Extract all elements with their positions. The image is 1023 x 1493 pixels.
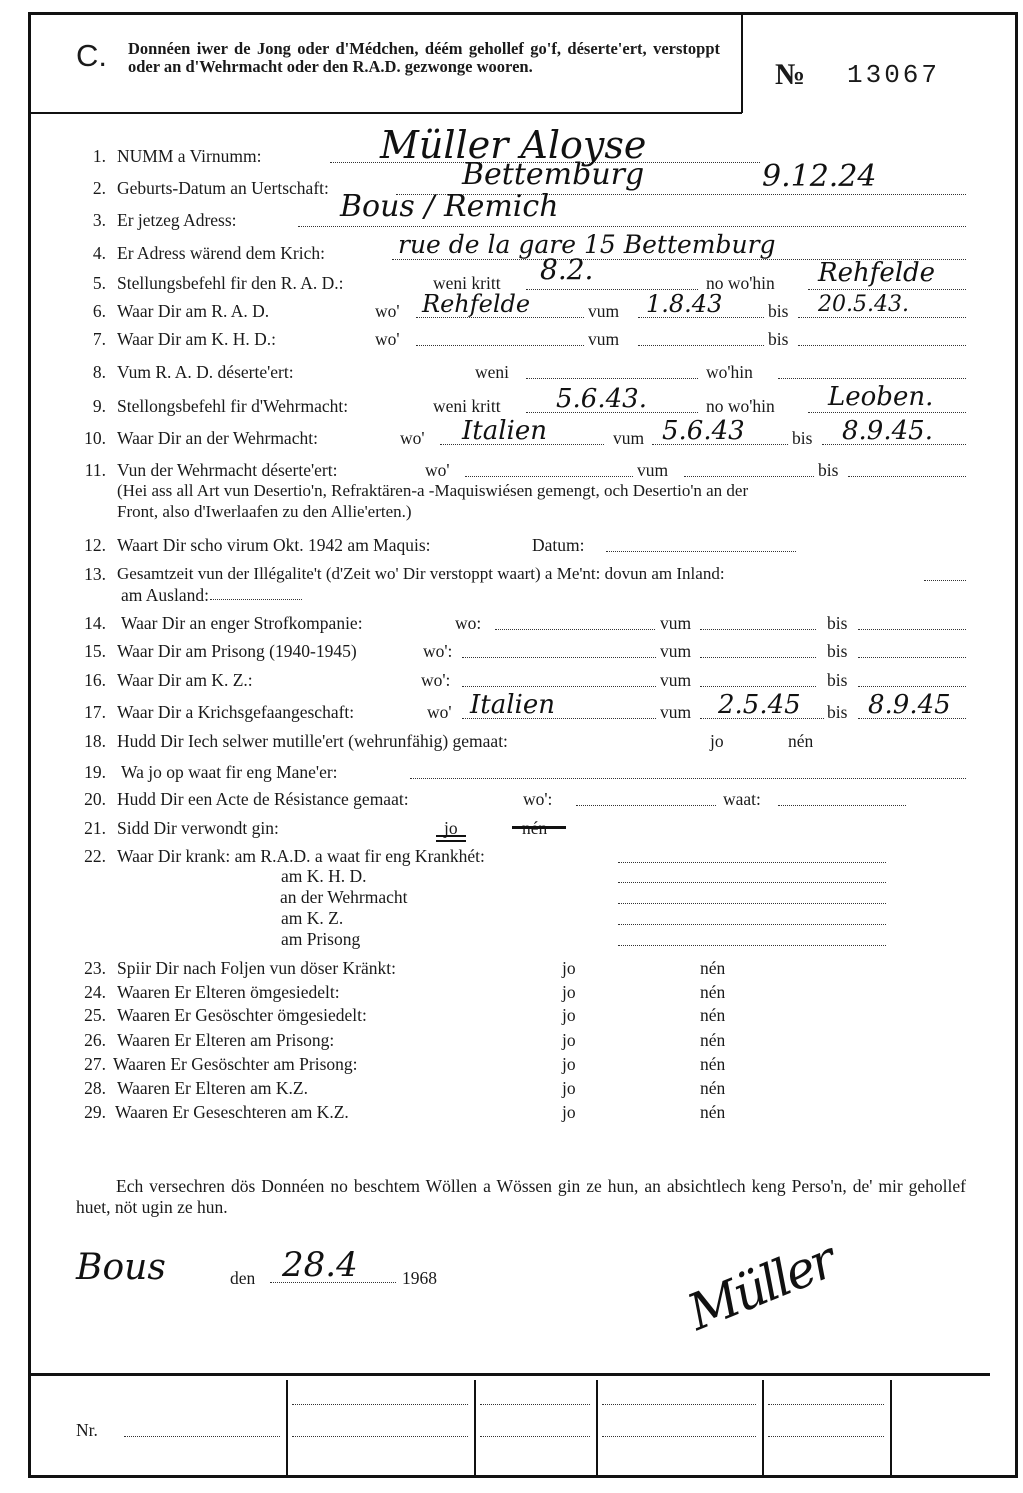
item-label: Waar Dir an enger Strofkompanie: [121,613,363,633]
jo-option[interactable]: jo [562,1078,576,1098]
fill-line [768,1436,884,1437]
wo-label: wo' [375,301,400,321]
pow-place[interactable]: Italien [470,690,555,720]
nen-option[interactable]: nén [700,1078,726,1098]
rad-place[interactable]: Rehfelde [422,290,531,318]
fill-line [480,1436,590,1437]
form-number: 13067 [847,60,941,90]
item-label: Waaren Er Elteren ömgesiedelt: [117,982,340,1002]
fill-line [292,1404,468,1405]
bis-label: bis [768,329,789,349]
fill-line [618,945,886,946]
birth-date-value[interactable]: 9.12.24 [762,159,877,194]
fill-line [778,805,906,806]
wohin-label: no wo'hin [706,273,775,293]
fill-line [465,476,633,477]
bis-label: bis [768,301,789,321]
bis-label: bis [818,460,839,480]
vum-label: vum [588,301,620,321]
sub-label: am Prisong [281,929,361,949]
item-number: 16. [84,670,106,690]
fill-line [638,345,764,346]
fill-line [618,882,886,883]
jo-option[interactable]: jo [562,1005,576,1025]
item-number: 19. [84,762,106,782]
fill-line [602,1436,756,1437]
address-value[interactable]: Bous / Remich [340,189,559,224]
wo-label: wo': [523,789,553,809]
item-number: 25. [84,1005,106,1025]
fill-line [768,1404,884,1405]
item-label: Waar Dir am K. H. D.: [117,329,276,349]
item-number: 22. [84,846,106,866]
item-label: Hudd Dir een Acte de Résistance gemaat: [117,789,409,809]
item-number: 13. [84,564,106,584]
signature-place[interactable]: Bous [76,1247,166,1288]
vum-label: vum [613,428,645,448]
item-label: NUMM a Virnumm: [117,146,262,166]
item-number: 12. [84,535,106,555]
item-number: 29. [84,1102,106,1122]
nen-option[interactable]: nén [700,1054,726,1074]
pow-to[interactable]: 8.9.45 [868,690,951,720]
item-number: 11. [84,460,106,480]
nen-option[interactable]: nén [700,982,726,1002]
item-label: Stellongsbefehl fir d'Wehrmacht: [117,396,349,416]
fill-line [808,412,966,413]
fill-line [618,903,886,904]
wo-label: wo': [423,641,453,661]
header-rule [28,112,742,114]
bis-label: bis [827,613,848,633]
item-number: 2. [92,178,106,198]
item-note: Front, also d'Iwerlaafen zu den Allie'erten.) [117,502,412,521]
item-label: Waaren Er Gesöschter am Prisong: [113,1054,358,1074]
birth-place-value[interactable]: Bettemburg [462,157,645,192]
rad-order-date[interactable]: 8.2. [540,253,594,286]
signature: Müller [679,1231,842,1342]
weni-label: weni kritt [433,273,501,293]
sub-label: am K. H. D. [281,866,367,886]
item-label: am Ausland: [121,585,209,605]
item-label: Geburts-Datum an Uertschaft: [117,178,329,198]
wehrmacht-destination[interactable]: Leoben. [828,382,934,412]
jo-underline [436,840,466,842]
item-number: 10. [84,428,106,448]
item-number: 28. [84,1078,106,1098]
vum-label: vum [588,329,620,349]
fill-line [462,657,656,658]
den-label: den [230,1268,256,1288]
item-label: Waar Dir am Prisong (1940-1945) [117,641,357,661]
nen-option[interactable]: nén [700,1102,726,1122]
pow-from[interactable]: 2.5.45 [718,690,801,720]
name-value[interactable]: Müller Aloyse [380,123,647,167]
wehrmacht-order-date[interactable]: 5.6.43. [556,384,647,414]
fill-line [924,580,966,581]
item-label: Waar Dir am R. A. D. [117,301,270,321]
item-label: Gesamtzeit vun der Illégalite't (d'Zeit wo' Dir verstoppt waart) a Me'nt: dovun am Inland: [117,564,725,583]
vum-label: vum [660,641,692,661]
fill-line [858,657,966,658]
wo-label: wo': [421,670,451,690]
item-number: 26. [84,1030,106,1050]
item-label: Er Adress wärend dem Krich: [117,243,325,263]
item-label: Sidd Dir verwondt gin: [117,818,279,838]
jo-option[interactable]: jo [562,1102,576,1122]
wo-label: wo' [427,702,452,722]
fill-line [700,629,816,630]
jo-option[interactable]: jo [562,958,576,978]
nen-option[interactable]: nén [522,818,548,838]
weni-label: weni [475,362,510,382]
fill-line [526,378,698,379]
jo-option[interactable]: jo [562,982,576,1002]
fill-line [618,862,886,863]
war-address-value[interactable]: rue de la gare 15 Bettemburg [398,230,776,259]
item-number: 9. [92,396,106,416]
item-number: 15. [84,641,106,661]
fill-line [618,924,886,925]
weni-label: weni kritt [433,396,501,416]
item-number: 3. [92,210,106,230]
fill-line [292,1436,468,1437]
item-label: Waaren Er Gesöschter ömgesiedelt: [117,1005,367,1025]
fill-line [798,345,966,346]
wohin-label: no wo'hin [706,396,775,416]
bis-label: bis [827,670,848,690]
item-number: 17. [84,702,106,722]
wehrmacht-place[interactable]: Italien [462,416,547,446]
footer-divider [762,1380,764,1478]
item-label: Spiir Dir nach Foljen vun döser Kränkt: [117,958,396,978]
footer-divider [890,1380,892,1478]
fill-line [606,551,796,552]
sub-label: an der Wehrmacht [280,887,408,907]
number-sign: № [775,58,806,91]
fill-line [700,686,816,687]
fill-line [858,629,966,630]
item-number: 6. [92,301,106,321]
bis-label: bis [792,428,813,448]
item-label: Waaren Er Geseschteren am K.Z. [115,1102,349,1122]
fill-line [298,226,966,227]
rad-from[interactable]: 1.8.43 [646,290,723,318]
fill-line [576,805,716,806]
wo-label: wo: [455,613,482,633]
vum-label: vum [660,702,692,722]
wehrmacht-from[interactable]: 5.6.43 [662,416,745,446]
footer-divider [596,1380,598,1478]
item-label: Hudd Dir Iech selwer mutille'ert (wehrunfähig) gemaat: [117,731,508,751]
jo-underline [436,835,466,837]
item-label: Stellungsbefehl fir den R. A. D.: [117,273,344,293]
fill-line [700,657,816,658]
rad-to[interactable]: 20.5.43. [818,292,909,317]
nen-option[interactable]: nén [700,1030,726,1050]
item-number: 18. [84,731,106,751]
item-number: 5. [92,273,106,293]
fill-line [602,1404,756,1405]
item-number: 14. [84,613,106,633]
declaration-text: Ech versechren dös Donnéen no beschtem Wöllen a Wössen gin ze hun, an absichtlech keng Perso'n, de' mir gehollef huet, nöt ugin ze hun. [76,1176,966,1217]
footer-divider [286,1380,288,1478]
fill-line [848,476,966,477]
item-label: Waar Dir krank: am R.A.D. a waat fir eng Krankhét: [117,846,485,866]
vum-label: vum [660,670,692,690]
footer-divider [474,1380,476,1478]
fill-line [808,289,966,290]
fill-line [778,378,966,379]
item-label: Waar Dir an der Wehrmacht: [117,428,318,448]
sub-label: am K. Z. [281,908,344,928]
jo-option[interactable]: jo [562,1054,576,1074]
fill-line [462,686,656,687]
wo-label: wo' [375,329,400,349]
nen-strikethrough [512,826,566,829]
jo-option[interactable]: jo [562,1030,576,1050]
item-label: Waart Dir scho virum Okt. 1942 am Maquis: [117,535,431,555]
footer-rule [28,1373,990,1376]
wohin-label: wo'hin [706,362,753,382]
vum-label: vum [660,613,692,633]
item-number: 21. [84,818,106,838]
item-number: 7. [92,329,106,349]
bis-label: bis [827,641,848,661]
header-divider [741,12,743,113]
rad-destination[interactable]: Rehfelde [818,258,936,288]
fill-line [858,686,966,687]
item-number: 23. [84,958,106,978]
jo-option[interactable]: jo [710,731,724,751]
item-label: Waar Dir am K. Z.: [117,670,253,690]
fill-line [210,599,302,600]
fill-line [480,1404,590,1405]
datum-label: Datum: [532,535,585,555]
item-label: Waaren Er Elteren am Prisong: [117,1030,335,1050]
item-label: Vum R. A. D. déserte'ert: [117,362,294,382]
nen-option[interactable]: nén [700,958,726,978]
fill-line [798,317,966,318]
wo-label: wo' [400,428,425,448]
fill-line [684,476,814,477]
fill-line [124,1436,280,1437]
item-label: Wa jo op waat fir eng Mane'er: [121,762,338,782]
signature-year: 1968 [402,1268,437,1288]
nen-option[interactable]: nén [788,731,814,751]
wehrmacht-to[interactable]: 8.9.45. [842,416,933,446]
vum-label: vum [637,460,669,480]
item-number: 8. [92,362,106,382]
item-number: 27. [84,1054,106,1074]
jo-option[interactable]: jo [444,818,458,838]
fill-line [410,778,966,779]
nen-option[interactable]: nén [700,1005,726,1025]
item-label: Waar Dir a Krichsgefaangeschaft: [117,702,355,722]
item-label: Vun der Wehrmacht déserte'ert: [117,460,338,480]
section-title: Donnéen iwer de Jong oder d'Médchen, déém gehollef go'f, déserte'ert, verstoppt oder an d'Wehrmacht oder den R.A.D. gezwonge wooren. [128,39,720,76]
signature-date[interactable]: 28.4 [282,1245,358,1285]
fill-line [416,345,584,346]
wo-label: wo' [425,460,450,480]
section-letter: C. [76,38,107,73]
item-number: 20. [84,789,106,809]
nr-label: Nr. [76,1420,98,1440]
item-label: Er jetzeg Adress: [117,210,237,230]
item-label: Waaren Er Elteren am K.Z. [117,1078,308,1098]
item-number: 1. [92,146,106,166]
fill-line [495,629,655,630]
item-number: 24. [84,982,106,1002]
bis-label: bis [827,702,848,722]
waat-label: waat: [723,789,761,809]
item-number: 4. [92,243,106,263]
item-note: (Hei ass all Art vun Desertio'n, Refraktären-a -Maquiswiésen gemengt, och Desertio'n an der [117,481,749,500]
